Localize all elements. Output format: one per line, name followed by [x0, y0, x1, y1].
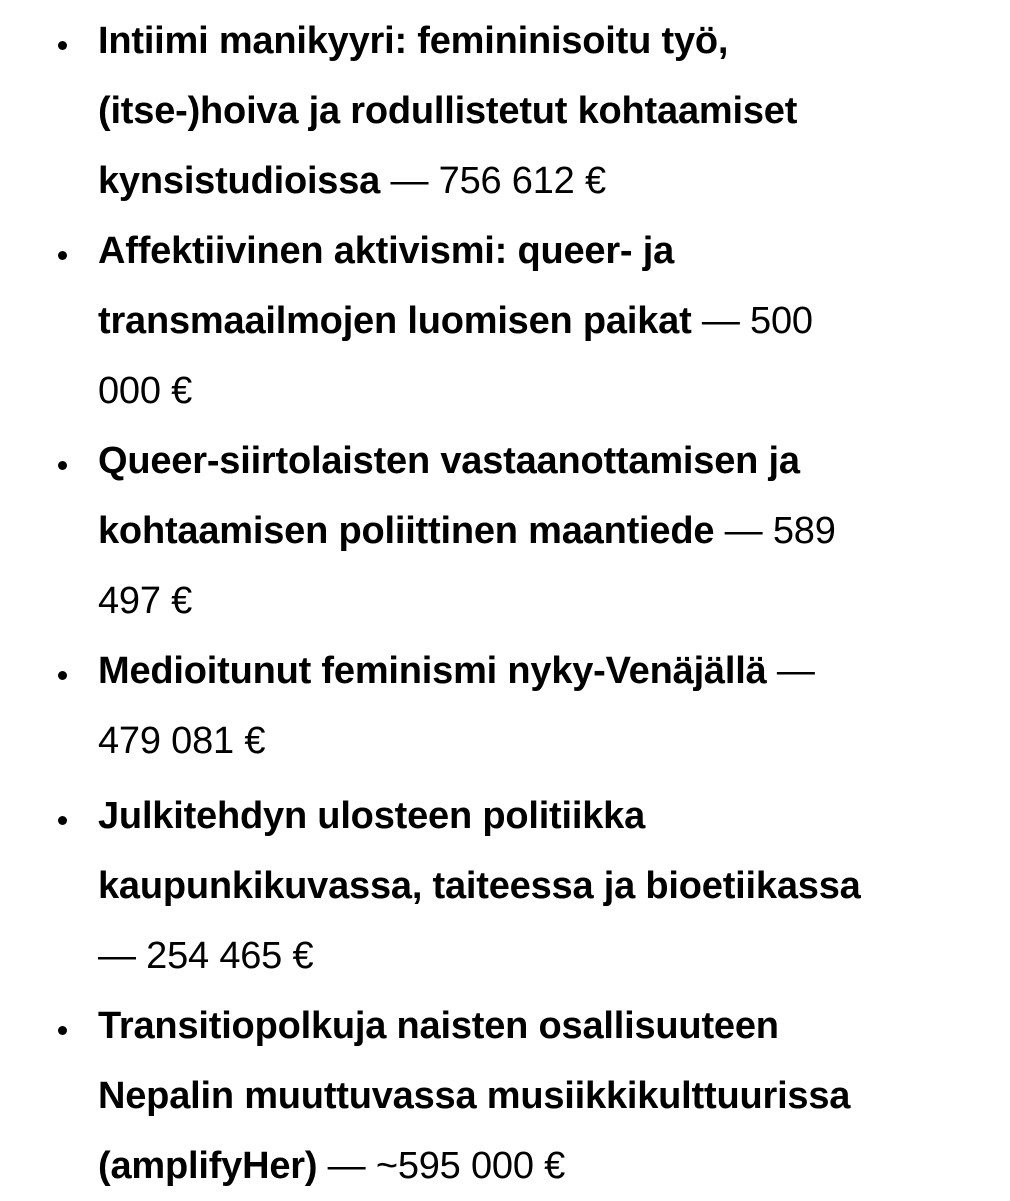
bullet-icon	[58, 671, 67, 680]
item-line: kohtaamisen poliittinen maantiede — 589	[98, 510, 836, 552]
item-line: transmaailmojen luomisen paikat — 500	[98, 300, 813, 342]
bullet-icon	[58, 1026, 67, 1035]
item-text	[98, 216, 978, 426]
item-line: Nepalin muuttuvassa musiikkikulttuurissa	[98, 1075, 851, 1117]
item-text	[98, 636, 978, 776]
item-line: 479 081 €	[98, 720, 266, 762]
item-line: Medioitunut feminismi nyky-Venäjällä —	[98, 650, 815, 692]
item-line: — 254 465 €	[98, 935, 314, 977]
item-line: Julkitehdyn ulosteen politiikka	[98, 795, 646, 837]
item-line: 497 €	[98, 580, 193, 622]
item-text	[98, 426, 978, 636]
item-line: 000 €	[98, 370, 193, 412]
item-text	[98, 991, 978, 1201]
bullet-icon	[58, 816, 67, 825]
item-text	[98, 781, 978, 991]
item-line: kynsistudioissa — 756 612 €	[98, 160, 606, 202]
item-line: Affektiivinen aktivismi: queer- ja	[98, 230, 675, 272]
item-line: kaupunkikuvassa, taiteessa ja bioetiikassa	[98, 865, 861, 907]
bullet-icon	[58, 41, 67, 50]
item-text	[98, 6, 978, 216]
item-line: Intiimi manikyyri: femininisoitu työ,	[98, 20, 729, 62]
bullet-icon	[58, 461, 67, 470]
item-line: Queer-siirtolaisten vastaanottamisen ja	[98, 440, 800, 482]
item-line: Transitiopolkuja naisten osallisuuteen	[98, 1005, 779, 1047]
item-line: (amplifyHer) — ~595 000 €	[98, 1145, 566, 1187]
item-line: (itse-)hoiva ja rodullistetut kohtaamiset	[98, 90, 798, 132]
bullet-icon	[58, 251, 67, 260]
